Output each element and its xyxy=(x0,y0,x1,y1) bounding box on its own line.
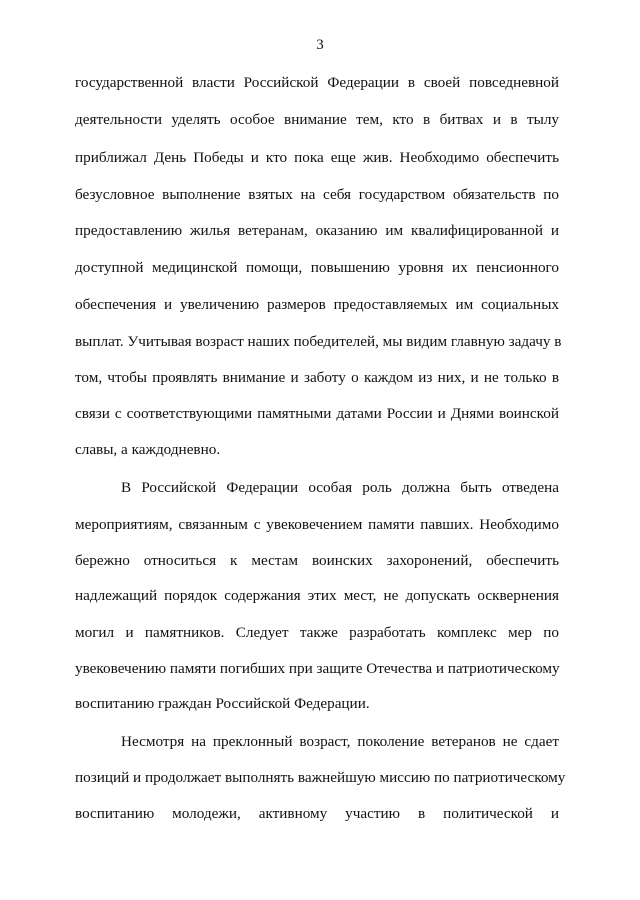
text-line: приближал День Победы и кто пока еще жив. Необходимо обеспечить xyxy=(75,149,559,166)
text-line: воспитанию граждан Российской Федерации. xyxy=(75,695,370,712)
text-line: славы, а каждодневно. xyxy=(75,441,221,458)
text-line: бережно относиться к местам воинских захоронений, обеспечить xyxy=(75,552,559,569)
text-line: связи с соответствующими памятными датами России и Днями воинской xyxy=(75,405,559,422)
text-line: государственной власти Российской Федерации в своей повседневной xyxy=(75,74,559,91)
text-line: позиций и продолжает выполнять важнейшую миссию по патриотическому xyxy=(75,769,566,786)
text-line: В Российской Федерации особая роль должна быть отведена xyxy=(121,479,559,496)
text-line: безусловное выполнение взятых на себя государством обязательств по xyxy=(75,186,559,203)
text-line: мероприятиям, связанным с увековечением памяти павших. Необходимо xyxy=(75,516,559,533)
page-number: 3 xyxy=(316,37,324,53)
text-line: надлежащий порядок содержания этих мест, не допускать осквернения xyxy=(75,587,559,604)
text-line: Несмотря на преклонный возраст, поколение ветеранов не сдает xyxy=(121,733,559,750)
text-line: воспитанию молодежи, активному участию в политической и xyxy=(75,805,559,822)
text-line: увековечению памяти погибших при защите Отечества и патриотическому xyxy=(75,660,560,677)
text-line: обеспечения и увеличению размеров предоставляемых им социальных xyxy=(75,296,559,313)
text-line: выплат. Учитывая возраст наших победителей, мы видим главную задачу в xyxy=(75,333,562,350)
text-line: предоставлению жилья ветеранам, оказанию им квалифицированной и xyxy=(75,222,559,239)
text-line: доступной медицинской помощи, повышению уровня их пенсионного xyxy=(75,259,559,276)
text-line: том, чтобы проявлять внимание и заботу о каждом из них, и не только в xyxy=(75,369,559,386)
text-line: могил и памятников. Следует также разработать комплекс мер по xyxy=(75,624,559,641)
text-line: деятельности уделять особое внимание тем, кто в битвах и в тылу xyxy=(75,111,559,128)
